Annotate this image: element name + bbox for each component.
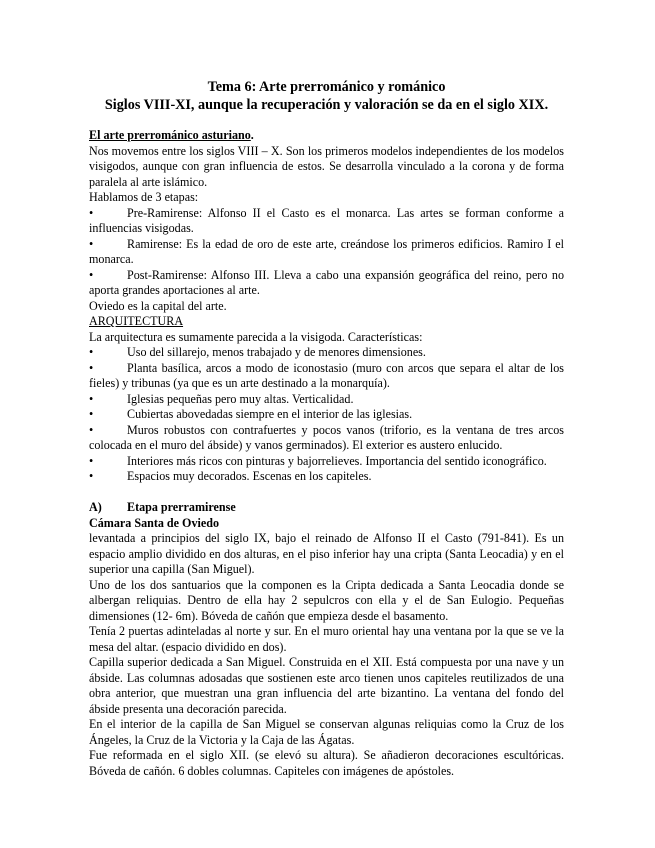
list-item-text: Pre-Ramirense: Alfonso II el Casto es el monarca. Las artes se forman conforme a influencias visigodas. [89, 205, 564, 235]
paragraph: Fue reformada en el siglo XII. (se elevó su altura). Se añadieron decoraciones escultóricas. Bóveda de cañón. 6 dobles columnas. Capiteles con imágenes de apóstoles. [89, 748, 564, 778]
bullet-icon: • [89, 422, 94, 437]
paragraph: Capilla superior dedicada a San Miguel. Construida en el XII. Está compuesta por una nave y un ábside. Las columnas adosadas que sostienen este arco tienen unos capiteles reutilizados de una obra anterior, que muestran una gran influencia del arte bizantino. La ventana del fondo del ábside presenta una decoración parecida. [89, 655, 564, 716]
paragraph: En el interior de la capilla de San Miguel se conservan algunas reliquias como la Cruz de los Ángeles, la Cruz de la Victoria y la Caja de las Ágatas. [89, 717, 564, 747]
list-item [89, 469, 564, 485]
list-item [89, 407, 564, 423]
bullet-icon: • [89, 469, 94, 483]
list-item-text: Interiores más ricos con pinturas y bajorrelieves. Importancia del sentido iconográfico. [127, 453, 547, 468]
document-subtitle: Siglos VIII-XI, aunque la recuperación y valoración se da en el siglo XIX. [104, 97, 549, 113]
bullet-icon: • [89, 205, 94, 220]
bullet-icon: • [89, 267, 94, 282]
list-item-text: Cubiertas abovedadas siempre en el interior de las iglesias. [127, 407, 413, 421]
bullet-icon: • [89, 453, 94, 468]
intro-paragraph: Nos movemos entre los siglos VIII – X. Son los primeros modelos independientes de los modelos visigodos, aunque con gran influencia de estos. Se desarrolla vinculado a la corona y de forma paralela al arte islámico. [89, 143, 564, 189]
capital-line: Oviedo es la capital del arte. [89, 298, 227, 313]
list-item [89, 206, 564, 237]
spacer [89, 485, 564, 501]
section-a-heading [89, 500, 564, 516]
list-item-text: Post-Ramirense: Alfonso III. Lleva a cabo una expansión geográfica del reino, pero no aporta grandes aportaciones al arte. [89, 267, 564, 297]
list-item-text: Ramirense: Es la edad de oro de este arte, creándose los primeros edificios. Ramiro I el monarca. [89, 236, 564, 266]
bullet-icon: • [89, 236, 94, 251]
list-item [89, 361, 564, 392]
list-item [89, 423, 564, 454]
list-item [89, 345, 564, 361]
list-item-text: Muros robustos con contrafuertes y pocos vanos (triforio, es la ventana de tres arcos colocada en el muro del ábside) y vanos germinados). El exterior es austero enlucido. [89, 422, 564, 452]
bullet-icon: • [89, 407, 94, 421]
section-a-title: Etapa prerramirense [127, 500, 236, 514]
list-item-text: Espacios muy decorados. Escenas en los capiteles. [127, 469, 372, 483]
bullet-icon: • [89, 360, 94, 375]
list-item [89, 237, 564, 268]
list-item-text: Uso del sillarejo, menos trabajado y de menores dimensiones. [127, 345, 426, 359]
paragraph: levantada a principios del siglo IX, bajo el reinado de Alfonso II el Casto (791-841). Es un espacio amplio dividido en dos alturas, en el piso inferior hay una cripta (Santa Leocadia) y en el superior una capilla (San Miguel). [89, 531, 564, 576]
stages-intro: Hablamos de 3 etapas: [89, 190, 199, 204]
bullet-icon: • [89, 345, 94, 359]
document-body: El arte prerrománico asturiano. Nos movemos entre los siglos VIII – X. Son los primeros modelos independientes de los modelos visigodos, aunque con gran influencia de estos. Se desarrolla vinculado a la corona y de forma paralela al arte islámico. Hablamos de 3 etapas: • Pre-Ramirense: Alfonso II el Casto es el monarca. Las artes se forman conforme a influencias visigodas. • Ramirense: Es la edad de oro de este arte, creándose los primeros edificios. Ramiro I el monarca. • Post-Ramirense: Alfonso III. Lleva a cabo una expansión geográfica del reino, pero no aporta grandes aportaciones al arte. Oviedo es la capital del arte. ARQUITECTURA La arquitectura es sumamente parecida a la visigoda. Características: • Uso del sillarejo, menos trabajado y de menores dimensiones. • Planta basílica, arcos a modo de iconostasio (muro con arcos que separa el altar de los fieles) y tribunas (ya que es un arte destinado a la monarquía). • Iglesias pequeñas pero muy altas. Verticalidad. • Cubiertas abovedadas siempre en el interior de las iglesias. • Muros robustos con contrafuertes y pocos vanos (triforio, es la ventana de tres arcos colocada en el muro del ábside) y vanos germinados). El exterior es austero enlucido. • Interiores más ricos con pinturas y bajorrelieves. Importancia del sentido iconográfico. • Espacios muy decorados. Escenas en los capiteles. A) Etapa prerramirense Cámara Santa de Oviedo levantada a principios del siglo IX, bajo el reinado de Alfonso II el Casto (791-841). Es un espacio amplio dividido en dos alturas, en el piso inferior hay una cripta (Santa Leocadia) y en el superior una capilla (San Miguel). Uno de los dos santuarios que la componen es la Cripta dedicada a Santa Leocadia donde se albergan reliquias. Dentro de ella hay 2 sepulcros con ella y el de San Eulogio. Pequeñas dimensiones (12- 6m). Bóveda de cañón que empieza desde el basamento. Tenía 2 puertas adinteladas al norte y sur. En el muro oriental hay una ventana por la que se ve la mesa del altar. (espacio dividido en dos). Capilla superior dedicada a San Miguel. Construida en el XII. Está compuesta por una nave y un ábside. Las columnas adosadas que sostienen este arco tienen unos capiteles reutilizados de una obra anterior, que muestran una gran influencia del arte bizantino. La ventana del fondo del ábside presenta una decoración parecida. En el interior de la capilla de San Miguel se conservan algunas reliquias como la Cruz de los Ángeles, la Cruz de la Victoria y la Caja de las Ágatas. Fue reformada en el siglo XII. (se elevó su altura). Se añadieron decoraciones escultóricas. Bóveda de cañón. 6 dobles columnas. Capiteles con imágenes de apóstoles. [89, 128, 564, 778]
architecture-intro: La arquitectura es sumamente parecida a la visigoda. Características: [89, 329, 423, 344]
list-item [89, 268, 564, 299]
section-a-label: A) [89, 500, 102, 514]
document-title: Tema 6: Arte prerrománico y románico [207, 79, 446, 95]
section-heading: El arte prerrománico asturiano [89, 128, 251, 142]
paragraph: Uno de los dos santuarios que la componen es la Cripta dedicada a Santa Leocadia donde se albergan reliquias. Dentro de ella hay 2 sepulcros con ella y el de San Eulogio. Pequeñas dimensiones (12- 6m). Bóveda de cañón que empieza desde el basamento. [89, 577, 564, 623]
bullet-icon: • [89, 391, 94, 406]
list-item [89, 454, 564, 470]
paragraph: Tenía 2 puertas adinteladas al norte y sur. En el muro oriental hay una ventana por la que se ve la mesa del altar. (espacio dividido en dos). [89, 624, 564, 654]
list-item-text: Iglesias pequeñas pero muy altas. Verticalidad. [127, 391, 354, 406]
architecture-heading: ARQUITECTURA [89, 314, 184, 328]
camara-santa-heading: Cámara Santa de Oviedo [89, 515, 220, 530]
list-item [89, 392, 564, 408]
list-item-text: Planta basílica, arcos a modo de iconostasio (muro con arcos que separa el altar de los fieles) y tribunas (ya que es un arte destinado a la monarquía). [89, 360, 564, 390]
